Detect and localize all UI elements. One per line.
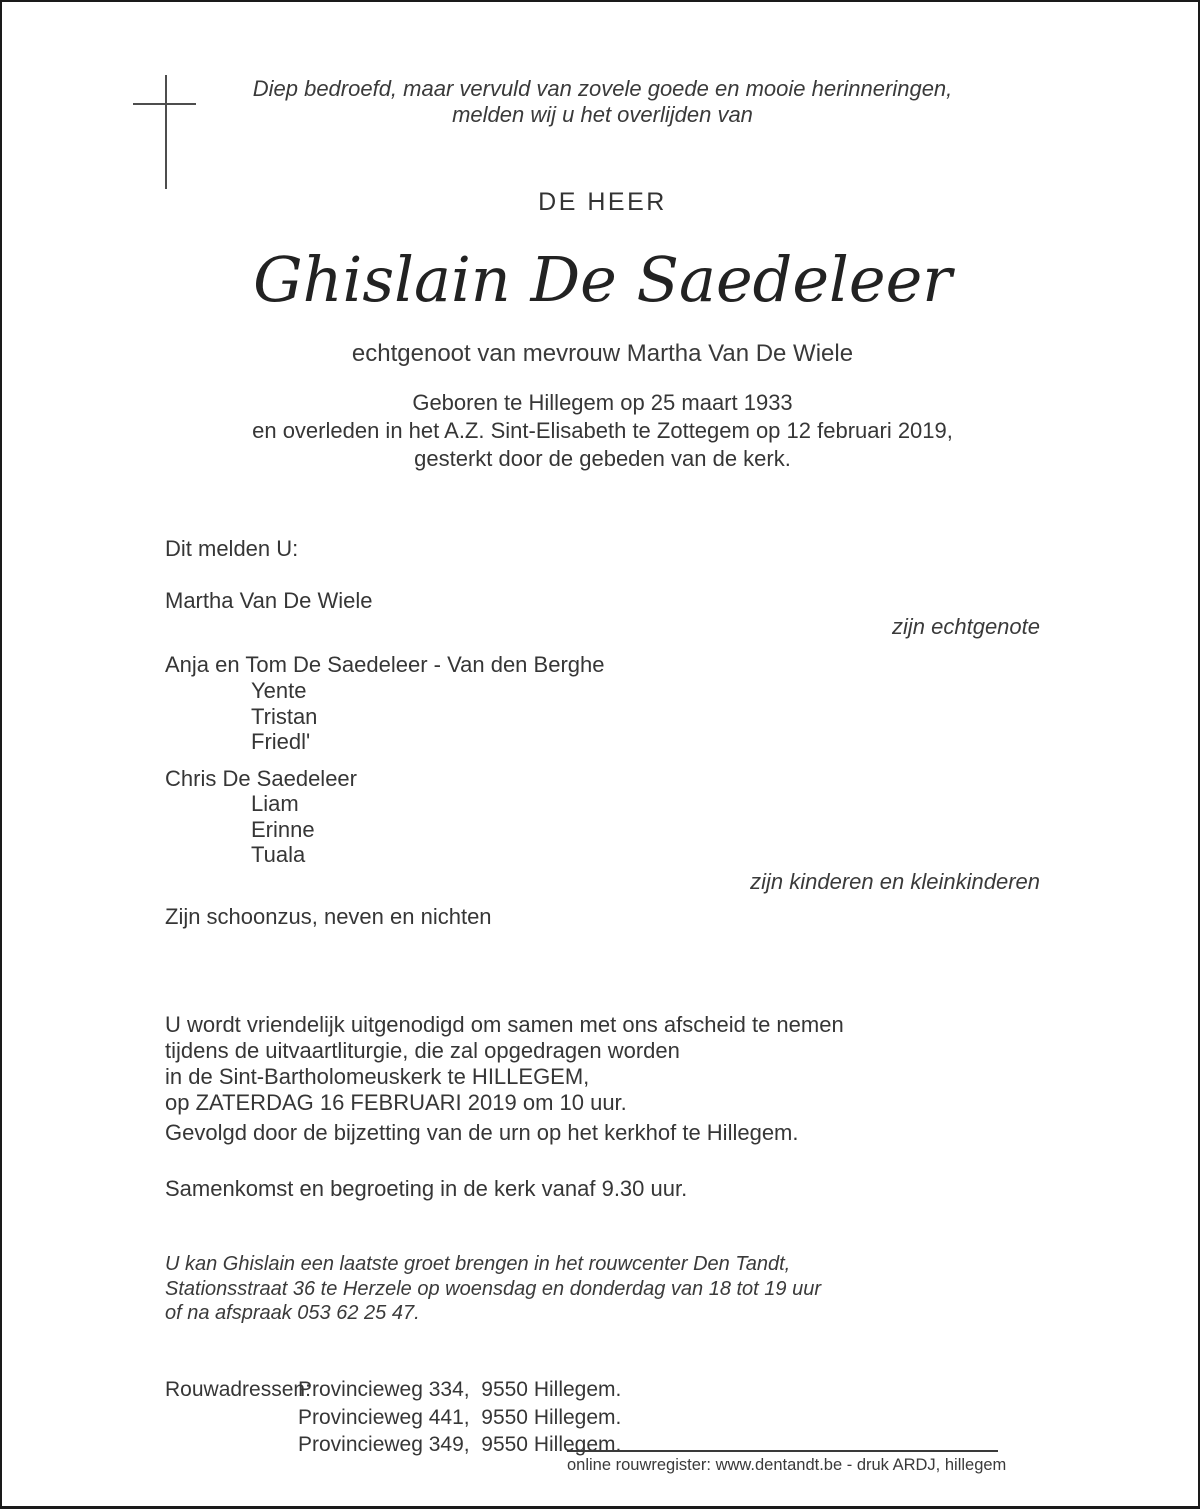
addresses-list	[298, 1376, 621, 1459]
intro-line-1: Diep bedroefd, maar vervuld van zovele goede en mooie herinneringen,	[252, 76, 953, 101]
intro-text	[165, 76, 1040, 128]
invite-line-2: tijdens de uitvaartliturgie, die zal opgedragen worden	[165, 1038, 680, 1063]
visitation-block	[165, 1252, 1040, 1326]
card-content	[165, 2, 1040, 1509]
salutation: DE HEER	[538, 188, 667, 216]
relatives-line: Zijn schoonzus, neven en nichten	[165, 904, 492, 929]
announce-label: Dit melden U:	[165, 536, 299, 561]
death-line: en overleden in het A.Z. Sint-Elisabeth te Zottegem op 12 februari 2019,	[252, 418, 953, 443]
grandchild-name: Tuala	[251, 842, 306, 867]
address-line: Provincieweg 334, 9550 Hillegem.	[298, 1378, 622, 1401]
invite-line-4: op ZATERDAG 16 FEBRUARI 2019 om 10 uur.	[165, 1090, 627, 1115]
visitation-line-2: Stationsstraat 36 te Herzele op woensdag en donderdag van 18 tot 19 uur	[165, 1277, 822, 1300]
family-2-name: Chris De Saedeleer	[165, 766, 357, 791]
burial-line: Gevolgd door de bijzetting van de urn op het kerkhof te Hillegem.	[165, 1120, 799, 1145]
spouse-of-line: echtgenoot van mevrouw Martha Van De Wiele	[351, 340, 854, 367]
deceased-name: Ghislain De Saedeleer	[253, 243, 952, 316]
family-2-children	[165, 791, 1040, 868]
grandchild-name: Yente	[251, 678, 307, 703]
printer-footer: online rouwregister: www.dentandt.be - druk ARDJ, hillegem	[567, 1450, 998, 1475]
visitation-line-3: of na afspraak 053 62 25 47.	[165, 1302, 420, 1324]
grandchild-name: Erinne	[251, 816, 315, 842]
sacraments-line: gesterkt door de gebeden van de kerk.	[414, 446, 791, 471]
family-1-name: Anja en Tom De Saedeleer - Van den Berghe	[165, 652, 605, 677]
address-line: Provincieweg 441, 9550 Hillegem.	[298, 1405, 622, 1429]
invite-line-1: U wordt vriendelijk uitgenodigd om samen met ons afscheid te nemen	[165, 1012, 844, 1037]
spouse-name: Martha Van De Wiele	[165, 588, 373, 613]
spouse-role: zijn echtgenote	[892, 614, 1040, 639]
funeral-invitation	[165, 1012, 1040, 1116]
family-1-children	[165, 678, 1040, 755]
grandchild-name: Friedl'	[251, 729, 311, 754]
children-role: zijn kinderen en kleinkinderen	[750, 869, 1040, 894]
birth-death-block	[165, 389, 1040, 473]
gathering-line: Samenkomst en begroeting in de kerk vanaf 9.30 uur.	[165, 1176, 688, 1201]
visitation-line-1: U kan Ghislain een laatste groet brengen in het rouwcenter Den Tandt,	[165, 1253, 791, 1275]
intro-line-2: melden wij u het overlijden van	[452, 102, 753, 127]
address-line: Provincieweg 349, 9550 Hillegem.	[298, 1433, 622, 1456]
grandchild-name: Tristan	[251, 703, 318, 729]
mourning-addresses	[165, 1376, 1040, 1459]
grandchild-name: Liam	[251, 791, 299, 816]
invite-line-3: in de Sint-Bartholomeuskerk te HILLEGEM,	[165, 1064, 590, 1089]
birth-line: Geboren te Hillegem op 25 maart 1933	[412, 390, 793, 415]
addresses-label: Rouwadressen:	[165, 1378, 311, 1401]
